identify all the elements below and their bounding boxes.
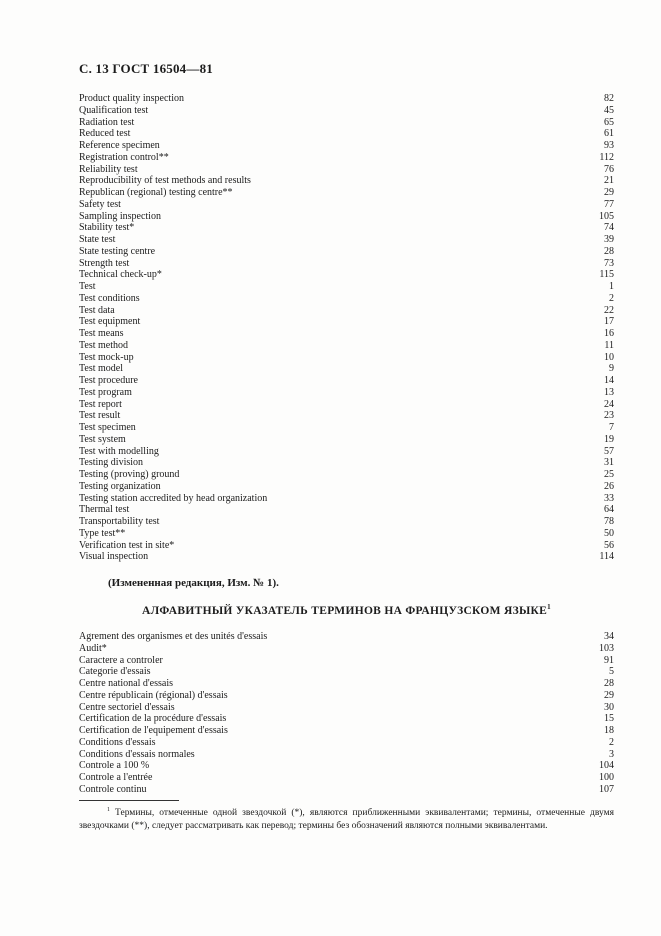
index-term: Reduced test [79, 128, 131, 140]
index-term: Testing station accredited by head organization [79, 492, 268, 504]
index-entry [79, 516, 614, 528]
index-entry [79, 152, 614, 164]
index-number: 112 [599, 151, 614, 163]
index-entry [79, 422, 614, 434]
index-term: Radiation test [79, 116, 135, 128]
index-entry [79, 328, 614, 340]
index-term: Centre sectoriel d'essais [79, 701, 175, 713]
index-entry [79, 222, 614, 234]
index-entry [79, 187, 614, 199]
index-entry [79, 375, 614, 387]
index-entry [79, 175, 614, 187]
index-entry [79, 702, 614, 714]
index-term: Testing division [79, 457, 144, 469]
index-term: Qualification test [79, 104, 149, 116]
index-number: 82 [604, 93, 614, 104]
index-entry [79, 128, 614, 140]
index-term: Caractere a controler [79, 654, 163, 666]
index-number: 64 [604, 504, 614, 516]
index-term: Republican (regional) testing centre** [79, 187, 233, 198]
index-entry [79, 631, 614, 643]
index-number: 11 [604, 339, 614, 351]
index-term: Test mock-up [79, 351, 134, 363]
index-entry [79, 749, 614, 761]
footnote-divider [79, 800, 179, 801]
index-number: 28 [604, 245, 614, 257]
index-entry [79, 246, 614, 258]
index-term: Testing (proving) ground [79, 469, 180, 480]
index-number: 30 [604, 701, 614, 713]
index-term: Test [79, 281, 96, 292]
index-term: Test equipment [79, 316, 141, 328]
index-term: Visual inspection [79, 551, 149, 563]
index-number: 14 [604, 375, 614, 386]
index-entry [79, 469, 614, 481]
index-term: Product quality inspection [79, 93, 184, 104]
index-number: 91 [604, 654, 614, 666]
index-number: 93 [604, 140, 614, 151]
index-number: 7 [609, 422, 614, 433]
index-entry [79, 737, 614, 749]
index-entry [79, 678, 614, 690]
index-number: 2 [609, 292, 614, 304]
index-term: Centre national d'essais [79, 678, 173, 689]
index-entry [79, 528, 614, 540]
footnote-text: Термины, отмеченные одной звездочкой (*), являются приближенными эквивалентами; термины, отмеченные двумя звездочками (**), следует рассматривать как перевод; термины без обозначений являются полными эквивалентами. [79, 808, 614, 832]
index-entry [79, 760, 614, 772]
index-term: Stability test* [79, 222, 135, 234]
index-number: 34 [604, 631, 614, 642]
index-entry [79, 258, 614, 270]
index-number: 19 [604, 433, 614, 445]
index-number: 29 [604, 689, 614, 701]
change-note: (Измененная редакция, Изм. № 1). [108, 577, 279, 589]
index-number: 77 [604, 198, 614, 210]
index-number: 76 [604, 163, 614, 175]
index-number: 57 [604, 445, 614, 457]
index-number: 16 [604, 328, 614, 339]
index-number: 18 [604, 725, 614, 736]
index-entry [79, 690, 614, 702]
index-term: Reference specimen [79, 140, 160, 151]
index-term: Registration control** [79, 151, 169, 163]
french-term-index [79, 631, 614, 796]
index-entry [79, 643, 614, 655]
index-entry [79, 493, 614, 505]
index-entry [79, 446, 614, 458]
index-number: 61 [604, 128, 614, 140]
index-entry [79, 481, 614, 493]
index-number: 26 [604, 480, 614, 492]
index-entry [79, 666, 614, 678]
index-number: 17 [604, 316, 614, 328]
index-number: 9 [609, 363, 614, 375]
index-number: 104 [599, 760, 614, 772]
index-number: 114 [599, 551, 614, 563]
index-term: Reproducibility of test methods and results [79, 175, 251, 187]
index-entry [79, 234, 614, 246]
index-number: 74 [604, 222, 614, 234]
index-term: Test method [79, 339, 129, 351]
index-entry [79, 352, 614, 364]
index-entry [79, 140, 614, 152]
index-term: Test specimen [79, 422, 136, 433]
index-term: Conditions d'essais normales [79, 748, 195, 760]
index-number: 28 [604, 678, 614, 689]
index-number: 1 [609, 281, 614, 292]
index-number: 115 [599, 269, 614, 281]
index-term: Centre républicain (régional) d'essais [79, 689, 228, 701]
index-term: Test program [79, 386, 132, 398]
index-term: Test result [79, 410, 121, 422]
index-term: Type test** [79, 527, 126, 539]
index-number: 73 [604, 257, 614, 269]
index-entry [79, 540, 614, 552]
index-number: 39 [604, 234, 614, 245]
index-number: 78 [604, 516, 614, 527]
index-number: 13 [604, 386, 614, 398]
index-term: Test data [79, 304, 115, 316]
index-number: 107 [599, 783, 614, 795]
index-number: 100 [599, 772, 614, 783]
index-term: Reliability test [79, 163, 138, 175]
section-title-text: АЛФАВИТНЫЙ УКАЗАТЕЛЬ ТЕРМИНОВ НА ФРАНЦУЗСКОМ ЯЗЫКЕ [142, 604, 548, 617]
index-entry [79, 725, 614, 737]
index-number: 5 [609, 666, 614, 678]
index-entry [79, 105, 614, 117]
index-term: Controle a 100 % [79, 760, 150, 772]
index-number: 22 [604, 304, 614, 316]
index-term: Thermal test [79, 504, 130, 516]
index-term: Test procedure [79, 375, 138, 386]
index-entry [79, 655, 614, 667]
footnote-mark: 1 [107, 807, 110, 813]
index-term: Safety test [79, 198, 121, 210]
footnote [79, 804, 614, 833]
index-number: 65 [604, 116, 614, 128]
index-entry [79, 340, 614, 352]
index-number: 24 [604, 398, 614, 410]
index-entry [79, 387, 614, 399]
index-term: Sampling inspection [79, 210, 161, 222]
index-entry [79, 363, 614, 375]
index-term: Transportability test [79, 516, 160, 527]
index-term: State testing centre [79, 245, 156, 257]
index-entry [79, 293, 614, 305]
index-number: 31 [604, 457, 614, 469]
index-entry [79, 504, 614, 516]
index-number: 29 [604, 187, 614, 198]
index-number: 45 [604, 104, 614, 116]
index-entry [79, 93, 614, 105]
index-term: Test conditions [79, 292, 140, 304]
index-entry [79, 117, 614, 129]
index-term: Testing organization [79, 480, 161, 492]
index-term: Verification test in site* [79, 539, 175, 551]
index-entry [79, 211, 614, 223]
index-entry [79, 399, 614, 411]
index-term: Controle a l'entrée [79, 772, 153, 783]
index-entry [79, 305, 614, 317]
index-entry [79, 281, 614, 293]
index-entry [79, 784, 614, 796]
index-term: Technical check-up* [79, 269, 162, 281]
index-number: 33 [604, 492, 614, 504]
index-entry [79, 551, 614, 563]
index-entry [79, 772, 614, 784]
index-term: Test model [79, 363, 124, 375]
index-entry [79, 164, 614, 176]
index-term: Certification de la procédure d'essais [79, 713, 227, 725]
section-title [79, 603, 614, 617]
index-entry [79, 434, 614, 446]
index-term: Test means [79, 328, 124, 339]
index-term: Strength test [79, 257, 130, 269]
index-number: 3 [609, 748, 614, 760]
index-entry [79, 713, 614, 725]
index-number: 103 [599, 642, 614, 654]
page-header: С. 13 ГОСТ 16504—81 [79, 61, 213, 76]
index-term: Controle continu [79, 783, 147, 795]
index-entry [79, 269, 614, 281]
index-entry [79, 316, 614, 328]
index-term: Agrement des organismes et des unités d'essais [79, 631, 268, 642]
index-entry [79, 410, 614, 422]
index-term: Test report [79, 398, 122, 410]
index-term: Categorie d'essais [79, 666, 151, 678]
index-term: Test with modelling [79, 445, 159, 457]
index-term: Conditions d'essais [79, 736, 156, 748]
index-number: 56 [604, 539, 614, 551]
index-number: 2 [609, 736, 614, 748]
index-number: 50 [604, 527, 614, 539]
index-term: Test system [79, 433, 126, 445]
index-term: Certification de l'equipement d'essais [79, 725, 228, 736]
index-number: 23 [604, 410, 614, 422]
index-term: Audit* [79, 642, 107, 654]
index-number: 105 [599, 210, 614, 222]
index-number: 25 [604, 469, 614, 480]
english-term-index [79, 93, 614, 563]
index-number: 10 [604, 351, 614, 363]
index-entry [79, 457, 614, 469]
index-entry [79, 199, 614, 211]
index-term: State test [79, 234, 116, 245]
index-number: 21 [604, 175, 614, 187]
footnote-reference: 1 [547, 603, 551, 611]
index-number: 15 [604, 713, 614, 725]
